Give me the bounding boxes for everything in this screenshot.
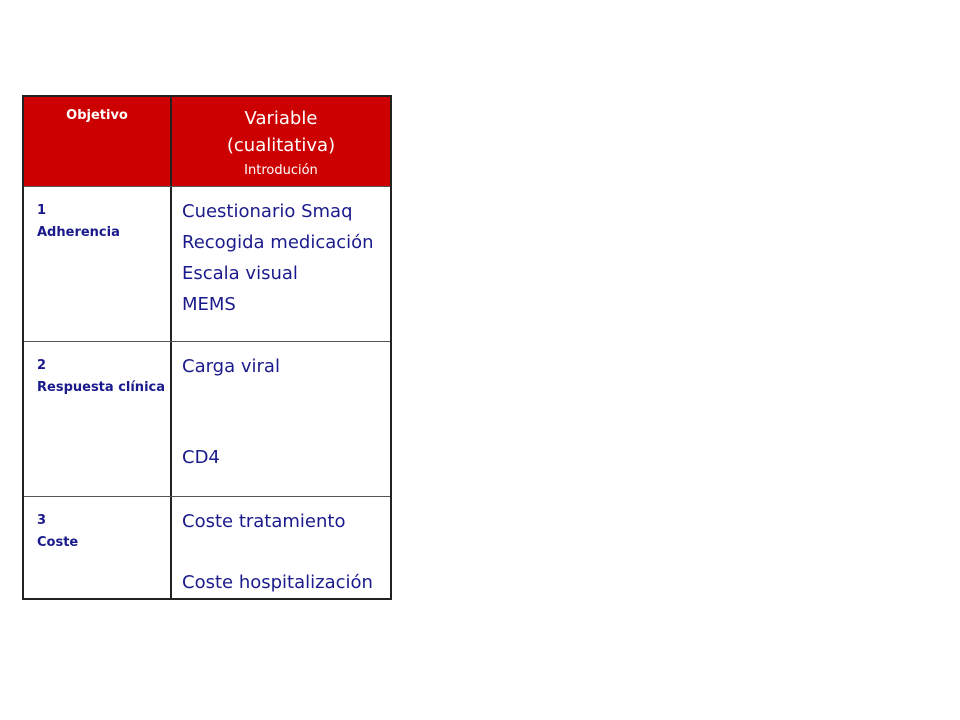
variable-item: Carga viral	[182, 356, 280, 378]
objective-label: Coste	[37, 535, 79, 551]
variable-cell	[172, 187, 390, 341]
table-header-row	[24, 97, 390, 187]
variable-item: Coste hospitalización	[182, 572, 373, 594]
table-row	[24, 187, 390, 342]
header-variable-title: Variable	[244, 108, 318, 129]
spacer	[182, 537, 390, 567]
variable-item: MEMS	[182, 294, 236, 316]
variable-item: Escala visual	[182, 263, 298, 285]
objective-cell	[24, 187, 172, 341]
header-objetivo	[24, 97, 172, 186]
spacer	[182, 382, 390, 442]
objective-number: 2	[37, 358, 47, 374]
header-objetivo-text: Objetivo	[66, 108, 128, 123]
header-variable	[172, 97, 390, 186]
variable-item: Recogida medicación	[182, 232, 374, 254]
objective-number: 1	[37, 203, 47, 219]
variable-cell	[172, 497, 390, 598]
objectives-table	[22, 95, 392, 600]
objective-cell	[24, 342, 172, 496]
table-row	[24, 497, 390, 598]
header-variable-subtitle: (cualitativa)	[226, 135, 336, 156]
objective-number: 3	[37, 513, 47, 529]
variable-item: CD4	[182, 447, 220, 469]
objective-label: Respuesta clínica	[37, 380, 166, 396]
objective-label: Adherencia	[37, 225, 120, 241]
table-row	[24, 342, 390, 497]
header-variable-note: Introdución	[244, 163, 318, 178]
objective-cell	[24, 497, 172, 598]
variable-item: Cuestionario Smaq	[182, 201, 353, 223]
variable-item: Coste tratamiento	[182, 511, 346, 533]
variable-cell	[172, 342, 390, 496]
